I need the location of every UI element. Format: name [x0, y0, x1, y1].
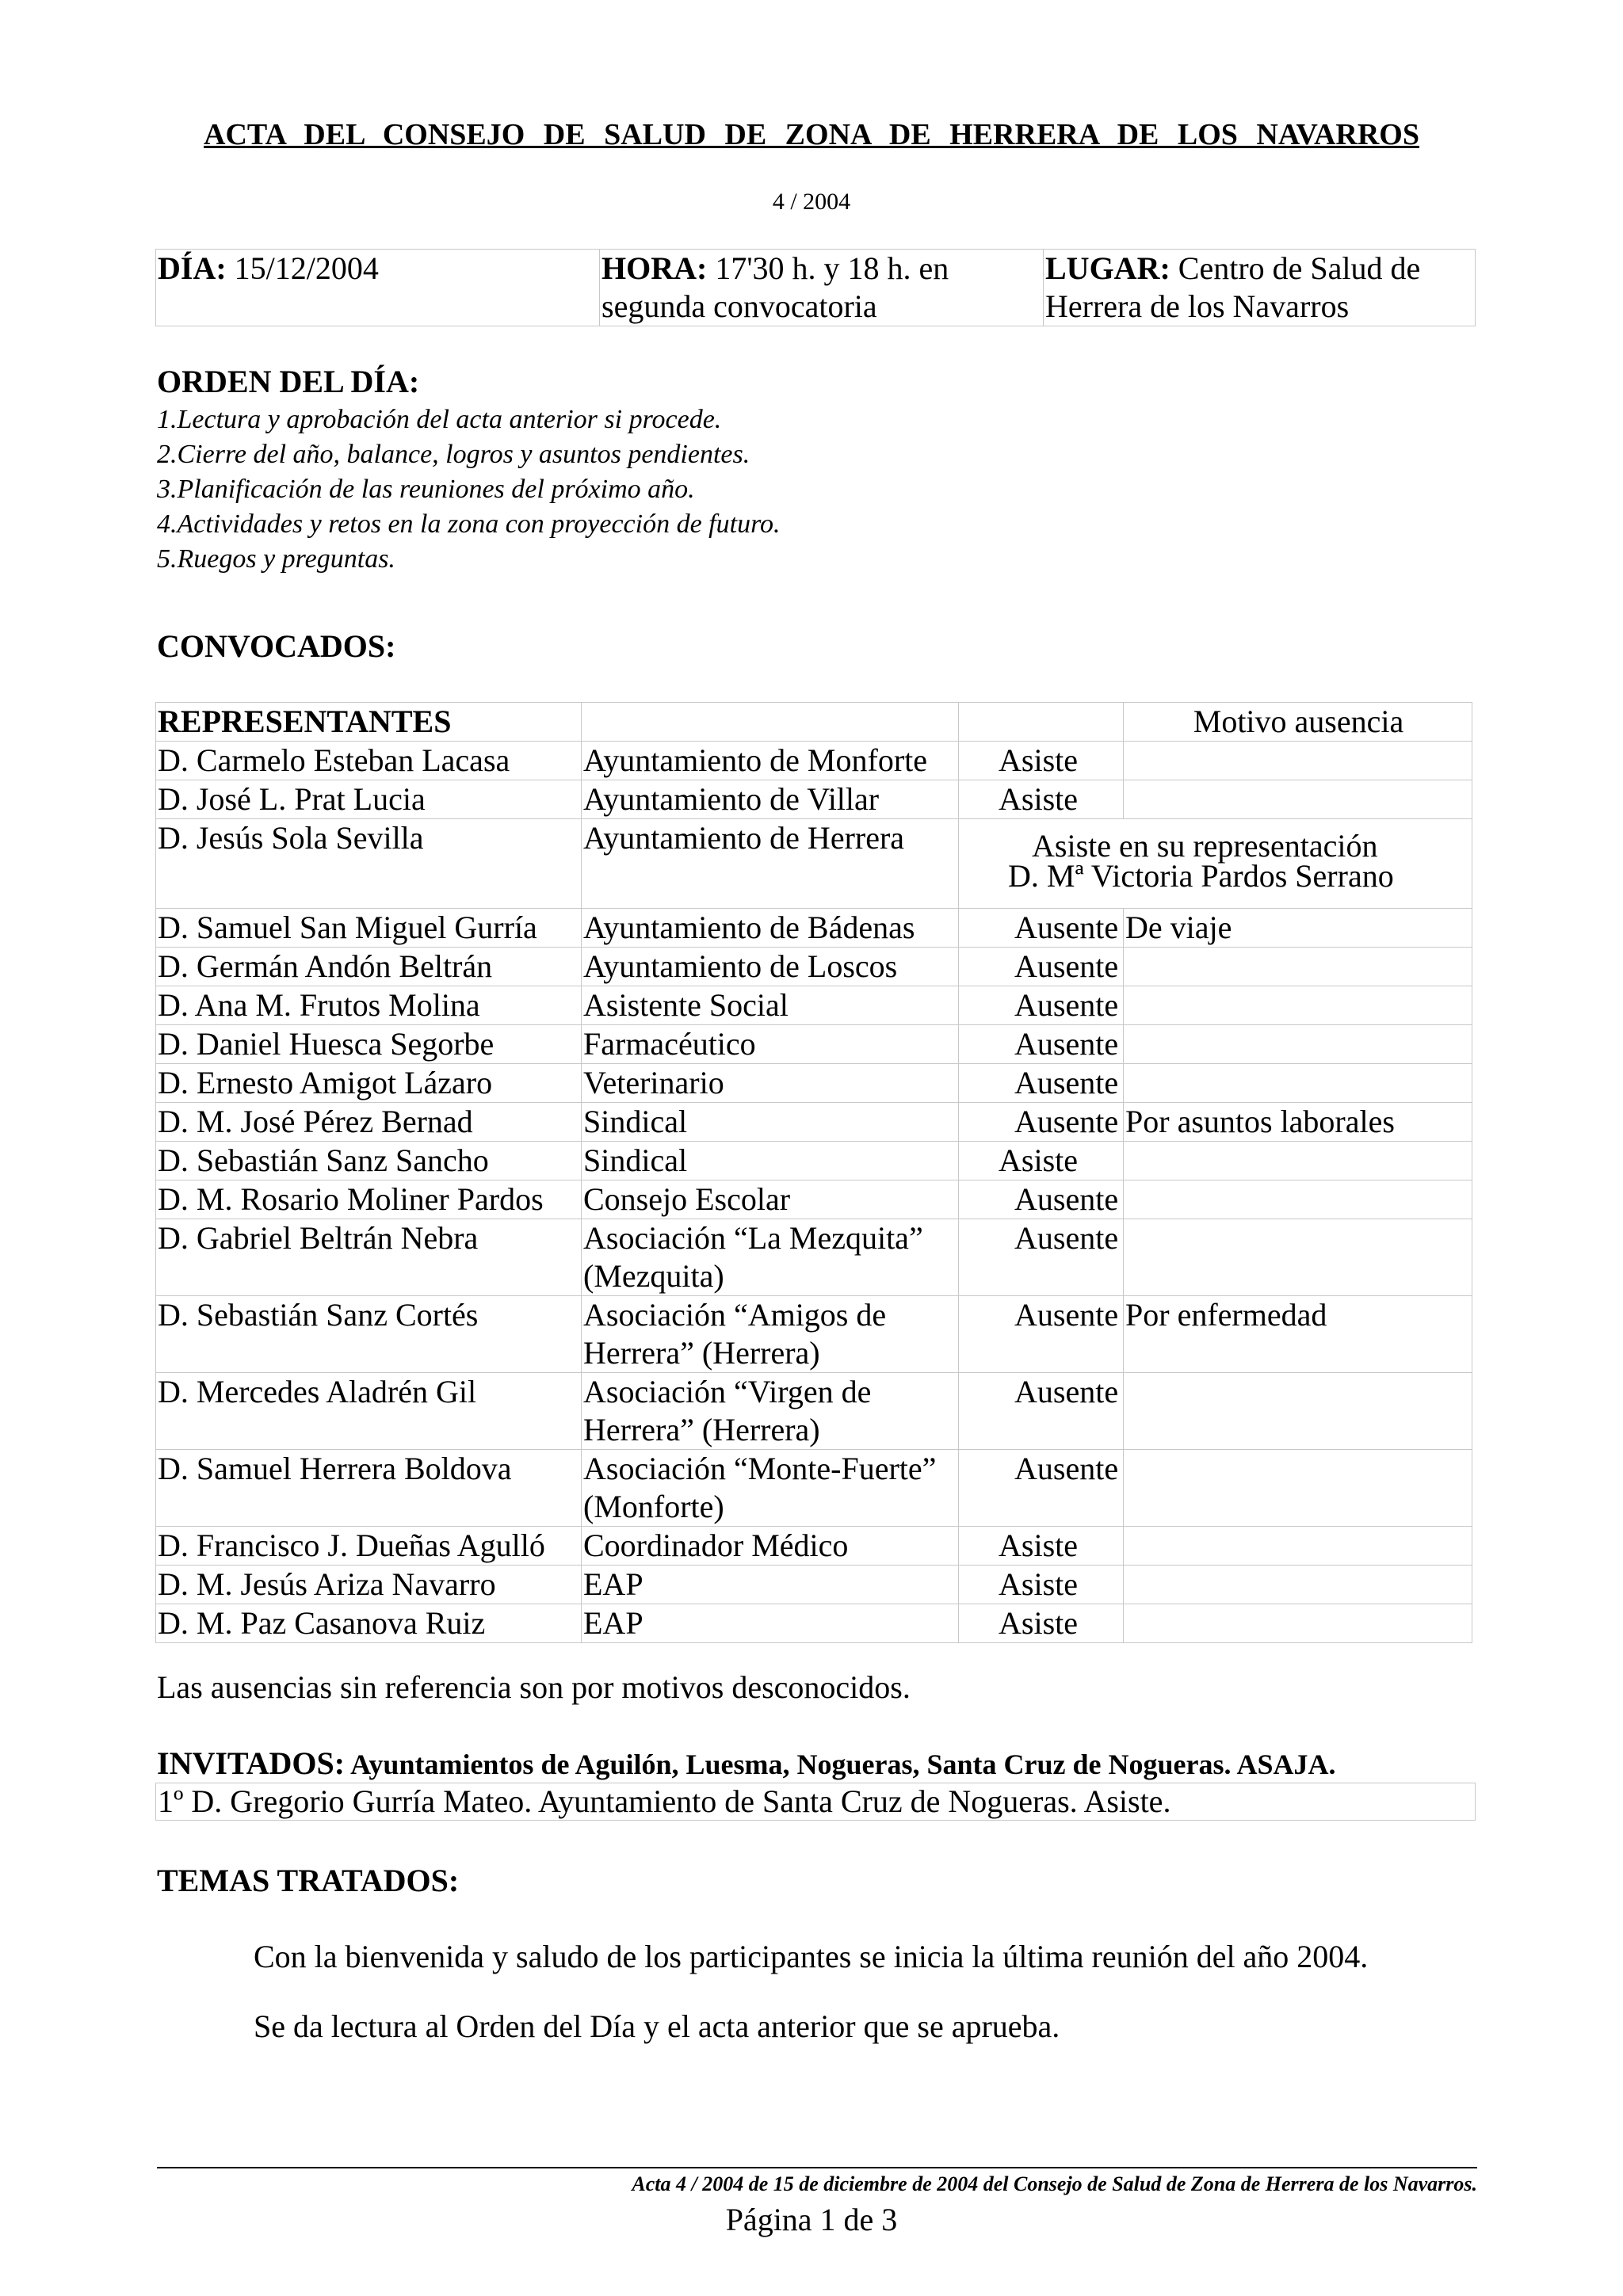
- status-cell: Ausente: [959, 948, 1124, 986]
- temas-paragraph: Con la bienvenida y saludo de los participantes se inicia la última reunión del año 2004.: [254, 1939, 1369, 1974]
- table-row: [156, 1373, 1472, 1450]
- reason-cell: [1124, 1604, 1472, 1643]
- name-cell: D. Germán Andón Beltrán: [156, 948, 582, 986]
- org-cell: Ayuntamiento de Loscos: [582, 948, 959, 986]
- org-cell: Sindical: [582, 1103, 959, 1142]
- table-row: [156, 1142, 1472, 1180]
- reason-cell: [1124, 1450, 1472, 1527]
- orden-item: 2.Cierre del año, balance, logros y asuntos pendientes.: [157, 440, 750, 469]
- status-cell: Asiste: [959, 742, 1124, 780]
- orden-item: 1.Lectura y aprobación del acta anterior si procede.: [157, 405, 722, 434]
- reason-cell: [1124, 1527, 1472, 1566]
- name-cell: D. José L. Prat Lucia: [156, 780, 582, 819]
- absence-note: Las ausencias sin referencia son por motivos desconocidos.: [157, 1669, 911, 1705]
- name-cell: D. Carmelo Esteban Lacasa: [156, 742, 582, 780]
- table-row: [156, 819, 1472, 909]
- reason-cell: [1124, 742, 1472, 780]
- name-cell: D. Mercedes Aladrén Gil: [156, 1373, 582, 1450]
- status-cell: Ausente: [959, 1103, 1124, 1142]
- act-number: 4 / 2004: [772, 189, 851, 215]
- name-cell: D. Sebastián Sanz Cortés: [156, 1296, 582, 1373]
- reason-cell: [1124, 1566, 1472, 1604]
- org-cell: Veterinario: [582, 1064, 959, 1103]
- reason-cell: De viaje: [1124, 909, 1472, 948]
- table-row: [156, 1527, 1472, 1566]
- table-row: [156, 1296, 1472, 1373]
- table-row: [156, 948, 1472, 986]
- status-cell: Asiste: [959, 1566, 1124, 1604]
- status-cell: Asiste: [959, 1142, 1124, 1180]
- reason-cell: [1124, 1219, 1472, 1296]
- table-row: [156, 1219, 1472, 1296]
- reason-cell: [1124, 780, 1472, 819]
- header-motivo: Motivo ausencia: [1124, 703, 1472, 742]
- name-cell: D. M. Paz Casanova Ruiz: [156, 1604, 582, 1643]
- status-cell: Asiste: [959, 780, 1124, 819]
- convocados-table: [155, 702, 1472, 1643]
- name-cell: D. M. Rosario Moliner Pardos: [156, 1180, 582, 1219]
- orden-list: [157, 402, 781, 577]
- status-cell: Ausente: [959, 1025, 1124, 1064]
- lugar-label: LUGAR:: [1045, 250, 1170, 286]
- reason-cell: [1124, 1064, 1472, 1103]
- invitados-table: [155, 1783, 1476, 1821]
- reason-cell: [1124, 1373, 1472, 1450]
- status-cell: Ausente: [959, 986, 1124, 1025]
- org-cell: Asociación “Amigos de Herrera” (Herrera): [582, 1296, 959, 1373]
- status-cell: Ausente: [959, 1373, 1124, 1450]
- dia-label: DÍA:: [158, 250, 227, 286]
- org-cell: Ayuntamiento de Herrera: [582, 819, 959, 909]
- name-cell: D. M. José Pérez Bernad: [156, 1103, 582, 1142]
- reason-cell: [1124, 948, 1472, 986]
- status-cell: Ausente: [959, 1064, 1124, 1103]
- org-cell: Farmacéutico: [582, 1025, 959, 1064]
- org-cell: Consejo Escolar: [582, 1180, 959, 1219]
- status-cell: Ausente: [959, 1180, 1124, 1219]
- hora-cell: [600, 250, 1044, 326]
- invitado-row: 1º D. Gregorio Gurría Mateo. Ayuntamiento de Santa Cruz de Nogueras. Asiste.: [156, 1783, 1476, 1821]
- temas-paragraph: Se da lectura al Orden del Día y el acta anterior que se aprueba.: [254, 2008, 1060, 2044]
- hora-value: 17'30 h. y 18 h. en segunda convocatoria: [601, 250, 949, 324]
- table-row: [156, 986, 1472, 1025]
- table-row: [156, 1566, 1472, 1604]
- table-row: [156, 1450, 1472, 1527]
- org-cell: EAP: [582, 1566, 959, 1604]
- org-cell: Asistente Social: [582, 986, 959, 1025]
- name-cell: D. Jesús Sola Sevilla: [156, 819, 582, 909]
- table-header-row: [156, 703, 1472, 742]
- name-cell: D. Sebastián Sanz Sancho: [156, 1142, 582, 1180]
- name-cell: D. Samuel Herrera Boldova: [156, 1450, 582, 1527]
- orden-item: 4.Actividades y retos en la zona con proyección de futuro.: [157, 509, 781, 539]
- dia-value: 15/12/2004: [226, 250, 379, 286]
- status-cell: Ausente: [959, 1219, 1124, 1296]
- footer-divider: [157, 2167, 1477, 2168]
- reason-cell: [1124, 1142, 1472, 1180]
- reason-cell: [1124, 986, 1472, 1025]
- footer-text: Acta 4 / 2004 de 15 de diciembre de 2004 del Consejo de Salud de Zona de Herrera de los Navarros.: [632, 2172, 1477, 2195]
- meeting-info-table: [155, 249, 1476, 326]
- org-cell: Asociación “Monte-Fuerte” (Monforte): [582, 1450, 959, 1527]
- org-cell: Asociación “Virgen de Herrera” (Herrera): [582, 1373, 959, 1450]
- name-cell: D. Francisco J. Dueñas Agulló: [156, 1527, 582, 1566]
- invitados-label: INVITADOS:: [157, 1745, 346, 1781]
- temas-title: TEMAS TRATADOS:: [157, 1863, 460, 1898]
- table-row: [156, 1604, 1472, 1643]
- status-cell: Asiste: [959, 1604, 1124, 1643]
- hora-label: HORA:: [601, 250, 708, 286]
- status-cell: Ausente: [959, 1296, 1124, 1373]
- table-row: [156, 909, 1472, 948]
- status-text: Asiste en su representación: [1032, 828, 1378, 864]
- lugar-cell: [1044, 250, 1476, 326]
- invitados-list: Ayuntamientos de Aguilón, Luesma, Nogueras, Santa Cruz de Nogueras. ASAJA.: [345, 1749, 1336, 1780]
- table-row: [156, 1103, 1472, 1142]
- orden-item: 3.Planificación de las reuniones del próximo año.: [157, 475, 695, 504]
- org-cell: Ayuntamiento de Villar: [582, 780, 959, 819]
- lugar-value: Centro de Salud de Herrera de los Navarros: [1045, 250, 1421, 324]
- page-number: Página 1 de 3: [725, 2202, 898, 2237]
- reason-cell: [1124, 1180, 1472, 1219]
- org-cell: Sindical: [582, 1142, 959, 1180]
- representative-name: D. Mª Victoria Pardos Serrano: [1008, 858, 1394, 894]
- name-cell: D. Ana M. Frutos Molina: [156, 986, 582, 1025]
- org-cell: Coordinador Médico: [582, 1527, 959, 1566]
- dia-cell: [156, 250, 600, 326]
- reason-cell: Por asuntos laborales: [1124, 1103, 1472, 1142]
- name-cell: D. Daniel Huesca Segorbe: [156, 1025, 582, 1064]
- name-cell: D. Ernesto Amigot Lázaro: [156, 1064, 582, 1103]
- org-cell: Ayuntamiento de Monforte: [582, 742, 959, 780]
- reason-cell: Por enfermedad: [1124, 1296, 1472, 1373]
- status-cell: Ausente: [959, 909, 1124, 948]
- org-cell: EAP: [582, 1604, 959, 1643]
- convocados-title: CONVOCADOS:: [157, 628, 396, 664]
- table-row: [156, 1180, 1472, 1219]
- orden-item: 5.Ruegos y preguntas.: [157, 544, 395, 574]
- table-row: [156, 1064, 1472, 1103]
- document-title: ACTA DEL CONSEJO DE SALUD DE ZONA DE HERRERA DE LOS NAVARROS: [204, 118, 1419, 151]
- status-cell: [959, 819, 1472, 909]
- name-cell: D. Gabriel Beltrán Nebra: [156, 1219, 582, 1296]
- header-representantes: REPRESENTANTES: [156, 703, 582, 742]
- name-cell: D. M. Jesús Ariza Navarro: [156, 1566, 582, 1604]
- status-cell: Ausente: [959, 1450, 1124, 1527]
- table-row: [156, 1025, 1472, 1064]
- org-cell: Ayuntamiento de Bádenas: [582, 909, 959, 948]
- orden-title: ORDEN DEL DÍA:: [157, 364, 420, 399]
- table-row: [156, 742, 1472, 780]
- status-cell: Asiste: [959, 1527, 1124, 1566]
- name-cell: D. Samuel San Miguel Gurría: [156, 909, 582, 948]
- reason-cell: [1124, 1025, 1472, 1064]
- table-row: [156, 780, 1472, 819]
- invitados-heading: [157, 1745, 1336, 1782]
- org-cell: Asociación “La Mezquita” (Mezquita): [582, 1219, 959, 1296]
